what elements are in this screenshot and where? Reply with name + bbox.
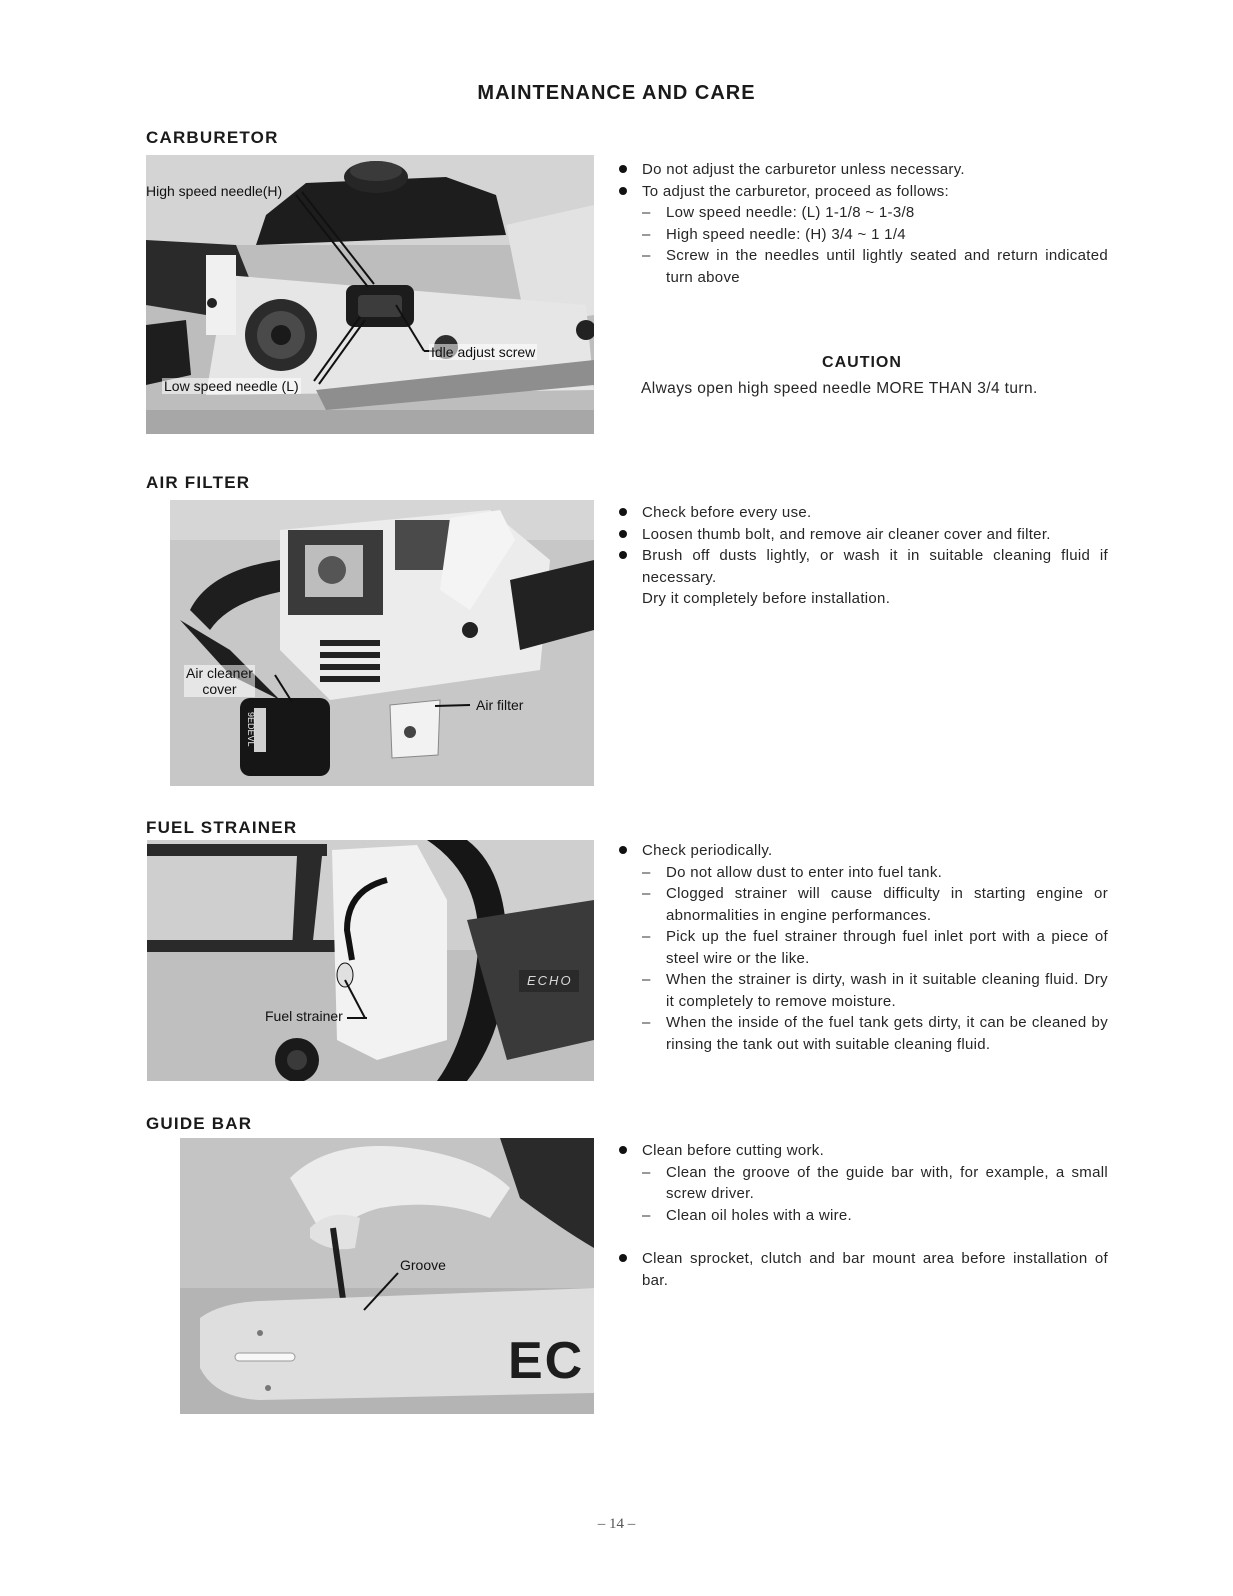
air-filter-heading: AIR FILTER xyxy=(146,473,251,492)
air-cleaner-cover-label: Air cleaner xyxy=(186,665,253,681)
list-item: Do not adjust the carburetor unless necessary. xyxy=(616,159,1108,181)
list-item: Check periodically. xyxy=(616,840,1108,862)
caution-text: Always open high speed needle MORE THAN 3/4 turn. xyxy=(641,380,1038,397)
guide-bar-instructions xyxy=(616,1140,1108,1291)
list-item: – High speed needle: (H) 3/4 ~ 1 1/4 xyxy=(616,224,1108,246)
cover-stamp: 9EDEVL xyxy=(246,712,256,747)
list-item: – Do not allow dust to enter into fuel tank. xyxy=(616,862,1108,884)
air-filter-callout: Air filter xyxy=(476,697,524,713)
fuel-strainer-heading: FUEL STRAINER xyxy=(146,818,298,837)
idle-adjust-screw-callout: Idle adjust screw xyxy=(431,344,536,360)
caution-title: CAUTION xyxy=(822,354,902,371)
list-item: – Screw in the needles until lightly seated and return indicated turn above xyxy=(616,245,1108,288)
list-item: – When the strainer is dirty, wash in it suitable cleaning fluid. Dry it completely to remove moisture. xyxy=(616,969,1108,1012)
page-title: MAINTENANCE AND CARE xyxy=(477,82,756,104)
groove-callout: Groove xyxy=(400,1257,446,1273)
fuel-strainer-callout: Fuel strainer xyxy=(265,1008,343,1024)
list-item: – Clean oil holes with a wire. xyxy=(616,1205,1108,1227)
list-item: Clean sprocket, clutch and bar mount area before installation of bar. xyxy=(616,1248,1108,1291)
air-cleaner-cover-label-2: cover xyxy=(202,681,237,697)
air-cleaner-cover-callout xyxy=(184,665,255,697)
carburetor-photo xyxy=(146,155,594,434)
bar-logo: EC xyxy=(508,1332,585,1390)
list-item: Clean before cutting work. xyxy=(616,1140,1108,1162)
list-item: – When the inside of the fuel tank gets dirty, it can be cleaned by rinsing the tank out with suitable cleaning fluid. xyxy=(616,1012,1108,1055)
carburetor-instructions xyxy=(616,159,1108,288)
list-item-continuation: Dry it completely before installation. xyxy=(642,590,891,607)
fuel-strainer-photo xyxy=(147,840,594,1081)
air-filter-photo xyxy=(170,500,594,786)
fuel-strainer-instructions xyxy=(616,840,1108,1055)
list-item: – Clogged strainer will cause difficulty in starting engine or abnormalities in engine performances. xyxy=(616,883,1108,926)
list-item: – Low speed needle: (L) 1-1/8 ~ 1-3/8 xyxy=(616,202,1108,224)
air-filter-instructions xyxy=(616,502,1108,610)
list-item: To adjust the carburetor, proceed as follows: xyxy=(616,181,1108,203)
high-speed-needle-callout: High speed needle(H) xyxy=(146,183,283,199)
guide-bar-heading: GUIDE BAR xyxy=(146,1114,253,1133)
guide-bar-photo xyxy=(180,1138,594,1414)
echo-logo: ECHO xyxy=(527,973,573,988)
low-speed-needle-callout: Low speed needle (L) xyxy=(164,378,299,394)
list-spacer xyxy=(616,1226,1108,1248)
list-item: Brush off dusts lightly, or wash it in suitable cleaning fluid if necessary. xyxy=(616,545,1108,588)
list-item: Loosen thumb bolt, and remove air cleaner cover and filter. xyxy=(616,524,1108,546)
carburetor-heading: CARBURETOR xyxy=(146,128,279,147)
page-number: – 14 – xyxy=(597,1516,636,1532)
list-item: – Pick up the fuel strainer through fuel inlet port with a piece of steel wire or the like. xyxy=(616,926,1108,969)
list-item: – Clean the groove of the guide bar with, for example, a small screw driver. xyxy=(616,1162,1108,1205)
list-item: Check before every use. xyxy=(616,502,1108,524)
